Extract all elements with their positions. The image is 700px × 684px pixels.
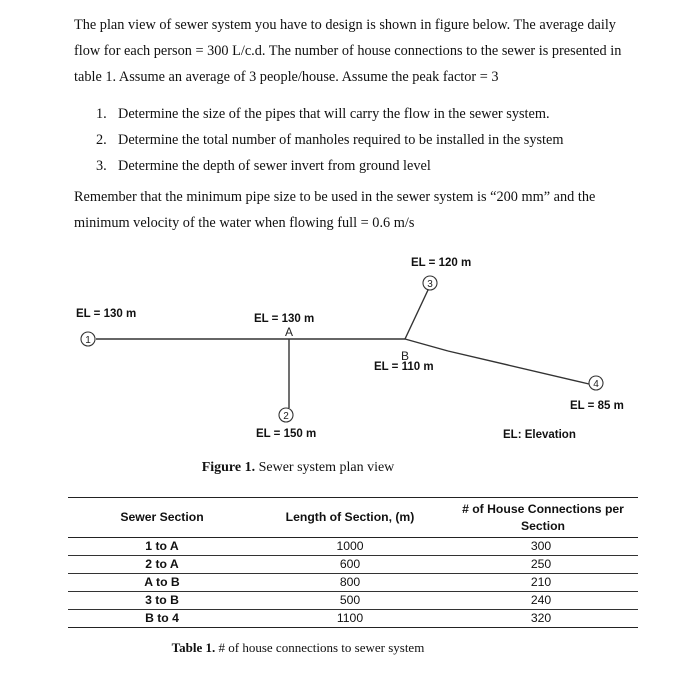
cell-connections: 300 [444, 538, 638, 556]
figure-caption-text: Sewer system plan view [255, 460, 395, 475]
table-row [68, 610, 638, 628]
node-4-elevation: EL = 85 m [570, 400, 624, 412]
node-4-marker: 4 [593, 379, 599, 390]
table-caption-text: # of house connections to sewer system [215, 640, 425, 655]
task-text: Determine the total number of manholes required to be installed in the system [118, 132, 564, 148]
task-number: 3. [96, 158, 107, 174]
table-row [68, 574, 638, 592]
node-A-label: A [284, 325, 294, 339]
task-number: 2. [96, 132, 107, 148]
node-A-elevation: EL = 130 m [254, 313, 315, 325]
cell-length: 500 [256, 592, 444, 610]
node-3-marker: 3 [427, 279, 433, 290]
pipe-B-to-4-part [405, 339, 448, 351]
node-1-elevation: EL = 130 m [76, 308, 137, 320]
node-B-label: B [400, 349, 410, 363]
task-number: 1. [96, 106, 107, 122]
pipe-B-to-4 [448, 351, 589, 384]
node-3-elevation: EL = 120 m [411, 257, 472, 269]
table-header-row [68, 498, 638, 538]
table-caption [0, 640, 648, 656]
node-2-elevation: EL = 150 m [256, 428, 317, 440]
table-row [68, 592, 638, 610]
table-row [68, 556, 638, 574]
cell-connections: 210 [444, 574, 638, 592]
node-B-elevation: EL = 110 m [374, 361, 434, 373]
cell-section: 3 to B [68, 592, 256, 610]
header-house-connections: # of House Connections per Section [462, 501, 624, 533]
header-sewer-section: Sewer Section [120, 510, 204, 524]
cell-connections: 320 [444, 610, 638, 628]
header-length: Length of Section, (m) [285, 510, 415, 524]
table-caption-label: Table 1. [171, 640, 216, 655]
problem-intro: The plan view of sewer system you have to design is shown in figure below. The average daily flow for each person = 300 L/c.d. The number of house connections to the sewer is presented in table 1. Assume an average of 3 people/house. Assume the peak factor = 3 [74, 17, 622, 85]
figure-caption-label: Figure 1. [201, 460, 256, 475]
house-connections-table [68, 497, 638, 628]
task-text: Determine the size of the pipes that will carry the flow in the sewer system. [118, 106, 550, 122]
cell-length: 1000 [256, 538, 444, 556]
problem-reminder: Remember that the minimum pipe size to be used in the sewer system is “200 mm” and the minimum velocity of the water when flowing full = 0.6 m/s [74, 189, 596, 231]
node-2-marker: 2 [283, 411, 289, 422]
table-row [68, 538, 638, 556]
cell-section: 2 to A [68, 556, 256, 574]
task-text: Determine the depth of sewer invert from ground level [118, 158, 431, 174]
cell-section: 1 to A [68, 538, 256, 556]
cell-section: A to B [68, 574, 256, 592]
node-1-marker: 1 [85, 335, 91, 346]
cell-section: B to 4 [68, 610, 256, 628]
cell-connections: 240 [444, 592, 638, 610]
pipe-3-to-B [405, 290, 428, 339]
cell-length: 1100 [256, 610, 444, 628]
cell-connections: 250 [444, 556, 638, 574]
cell-length: 800 [256, 574, 444, 592]
cell-length: 600 [256, 556, 444, 574]
figure-caption [0, 460, 648, 476]
elevation-legend: EL: Elevation [503, 429, 576, 441]
